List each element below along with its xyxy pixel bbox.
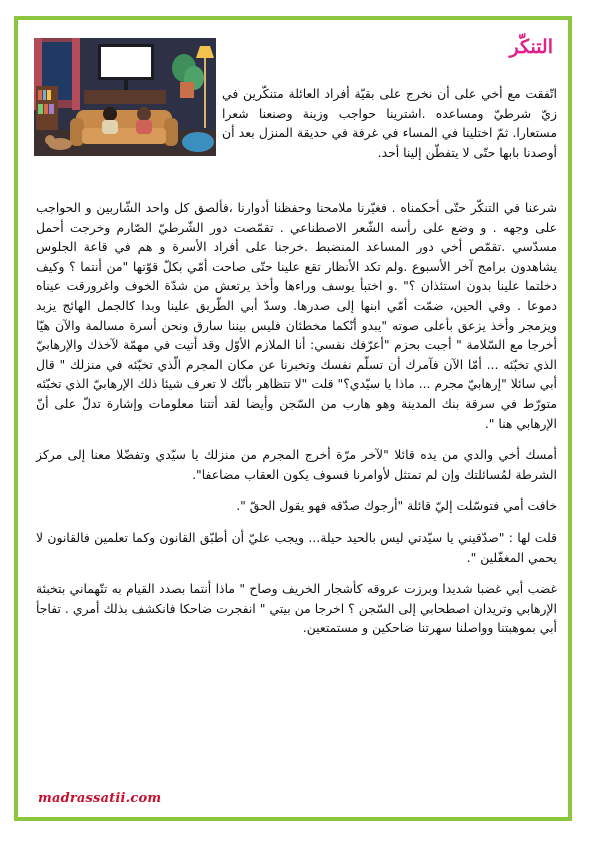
story-body [36,198,557,638]
story-title: التنكّر [509,36,553,58]
living-room-illustration [34,38,216,156]
paragraph-3: أمسك أخي والدي من يده قائلا "لآخر مرّة أخرج المجرم من منزلك يا سيّدي وتفضّلا معنا إلى مركز الشرطة لمُسائلتك وإن لم تمتثل لأوامرنا فسوف يكون العقاب مضاعفا". [36,447,557,482]
paragraph-intro [222,84,557,162]
paragraph-1: اتّفقت مع أخي على أن نخرج على بقيّة أفراد العائلة متنكّرين في زيّ شرطيّ ومساعده .اشترينا حواجب وزينة وصنعنا شعرا مستعارا. ثمّ اختلينا في المساء في غرفة في حديقة المنزل بعد أن أوصدنا بابها حتّى لا يتفطّن إلينا أحد. [222,86,557,160]
site-watermark: madrassatii.com [38,791,162,806]
paragraph-4: خافت أمي فتوسّلت إليّ قائلة "أرجوك صدّقه فهو يقول الحقّ ". [236,498,557,514]
paragraph-6: غضب أبي غضبا شديدا وبرزت عروقه كأشجار الخريف وصاح " ماذا أنتما بصدد القيام به تتّهماني بتخبئة الإرهابي وتريدان اصطحابي إلى السّجن ؟ اخرجا من بيتي " انفجرت ضاحكا فانكشف بذلك أمري . تفاجأ أبي بموهبتنا وواصلنا سهرتنا ضاحكين و مستمتعين. [36,581,557,636]
paragraph-2: شرعنا في التنكّر حتّى أحكمناه . فغيّرنا ملامحنا وحفظنا أدوارنا ،فألصق كل واحد الشّاربين و الحواجب على وجهه . و وضع على رأسه الشّعر الاصطناعي . تقمّصت دور الشّرطيّ الصّارم وخرجت أحمل مسدّسي .تقمّص أخي دور المساعد المنضبط .خرجنا على أفراد الأسرة و هم في قاعة الجلوس يشاهدون برامج آخر الأسبوع .ولم تكد الأنظار تقع علينا حتّى صاحت أمّي بكلّ قوّتها "من أنتما ؟ وكيف دخلتما علينا بدون استئذان ؟" .و اختبأ يوسف وراءها وأخذ يرتعش من شدّة الخوف واغرورقت عيناه دموعا . وفي الحين، ضمّت أمّي ابنها إلى صدرها. وسدّ أبي الطّريق علينا وبدا كالجمل الهائج يزبد ويزمجر وأخذ يزعق بأعلى صوته "يبدو أنّكما مخطئان فليس بيننا سارق ونحن أسرة مسالمة والآن هيّا أخرجا مع السّلامة " أجبت بحزم "أعرّفك نفسي: أنا الملازم الأوّل وقد أتيت في مهمّة لآخذك والإرهابيّ الذي تخبّئه ... أمّا الآن فآمرك أن تسلّم نفسك وتخبرنا عن مكان المجرم الّذي تخبّئه في منزلك " قال أبي سائلا "إرهابيّ مجرم ... ماذا يا سيّدي؟" قلت "لا تتظاهر بأنّك لا تعرف شيئا ذلك الإرهابيّ الذي تخبّئه متورّط في سرقة بنك المدينة وهو هارب من السّجن وأيضا لقد أتتنا معلومات وإشارة تدلّ على أنّ الإرهابي هنا ". [36,200,557,431]
paragraph-5: قلت لها : "صدّقيني يا سيّدتي ليس بالحيد حيلة... ويجب عليّ أن أطبّق القانون وكما تعلمين فالقانون لا يحمي المغفّلين ". [36,529,557,565]
